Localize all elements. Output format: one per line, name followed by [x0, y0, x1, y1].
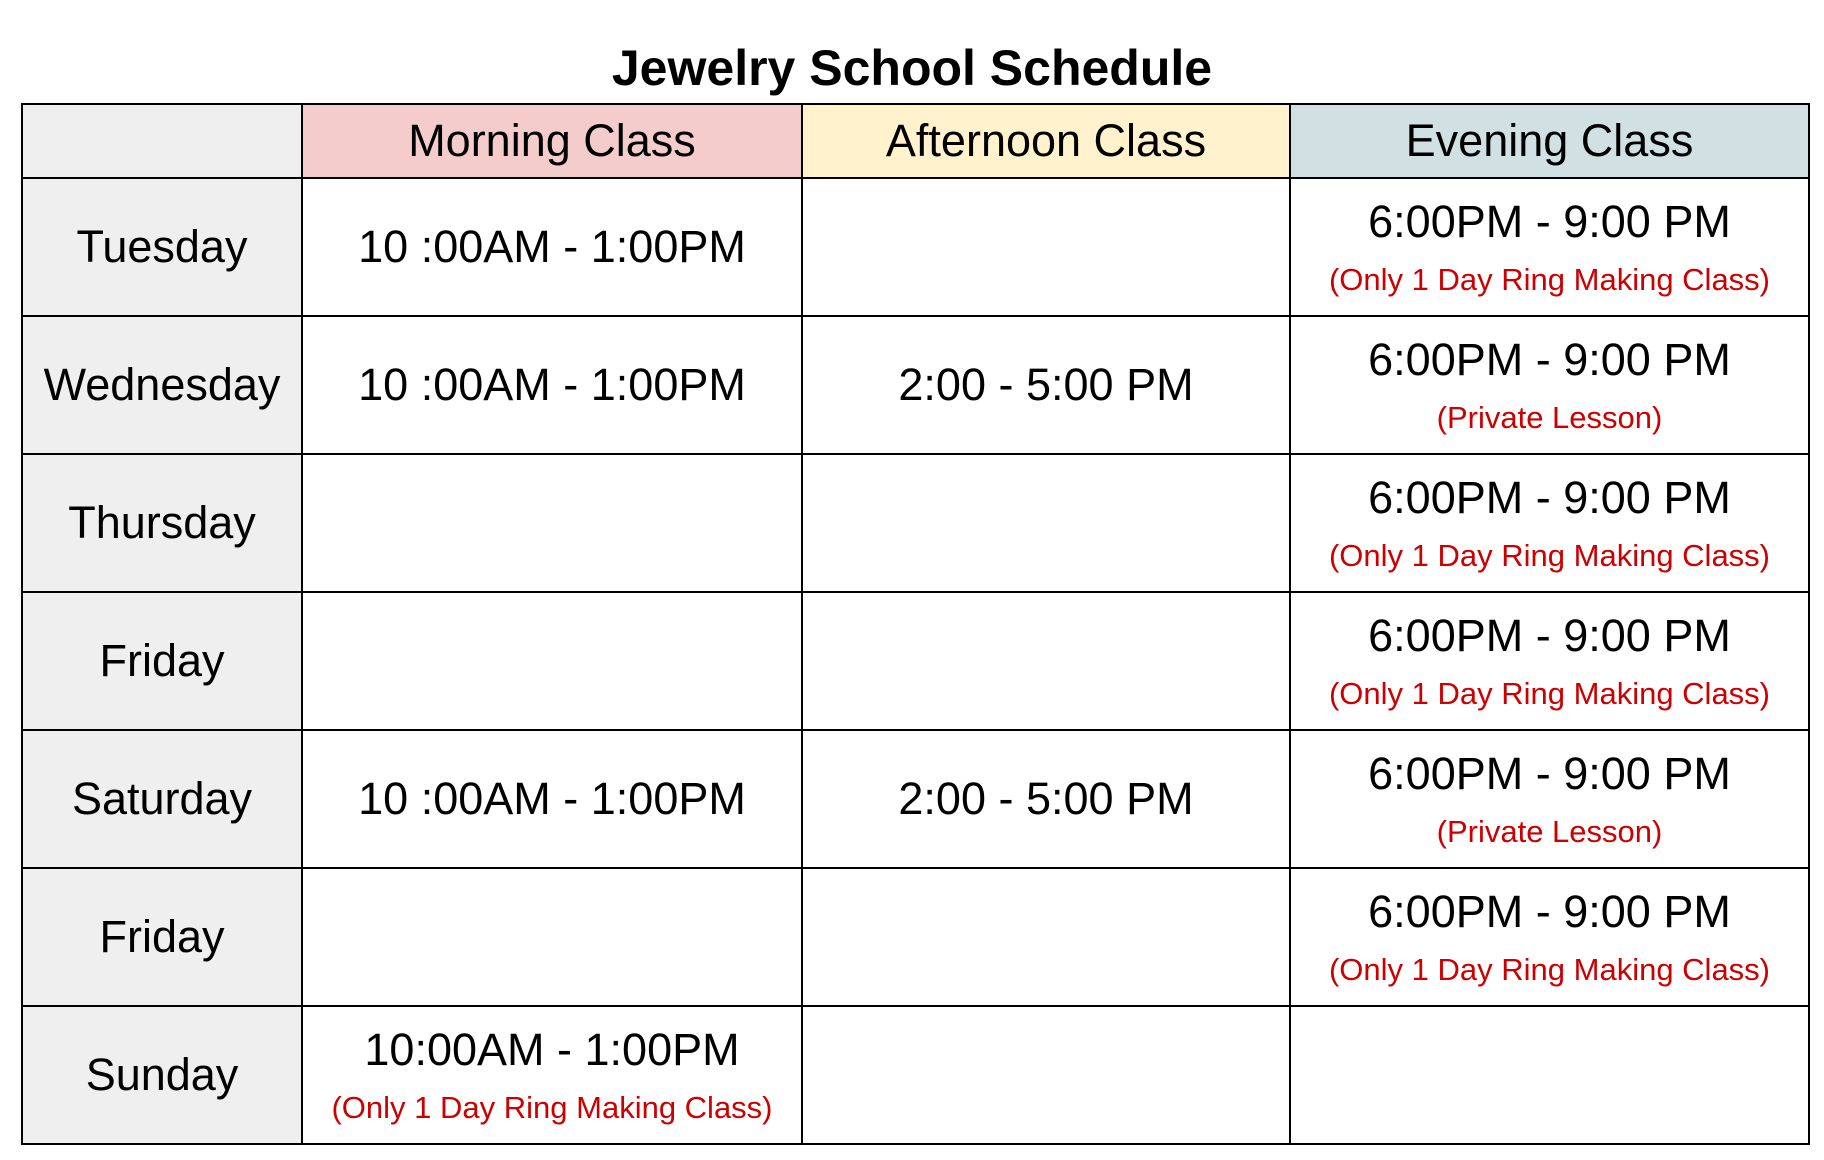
- table-row: [22, 454, 1809, 592]
- time-text: 10 :00AM - 1:00PM: [358, 773, 746, 824]
- time-text: 10 :00AM - 1:00PM: [358, 359, 746, 410]
- evening-cell: [1290, 178, 1809, 316]
- note-text: (Only 1 Day Ring Making Class): [1328, 952, 1771, 987]
- morning-cell: [302, 868, 802, 1006]
- time-text: 10 :00AM - 1:00PM: [358, 221, 746, 272]
- afternoon-cell: [802, 178, 1290, 316]
- time-text: 6:00PM - 9:00 PM: [1368, 886, 1731, 937]
- day-cell: Tuesday: [22, 178, 302, 316]
- header-evening-class: Evening Class: [1290, 104, 1809, 178]
- schedule-table: [21, 103, 1810, 1145]
- time-text: 6:00PM - 9:00 PM: [1368, 196, 1731, 247]
- afternoon-cell: [802, 592, 1290, 730]
- day-cell: Friday: [22, 868, 302, 1006]
- time-text: 6:00PM - 9:00 PM: [1368, 472, 1731, 523]
- time-text: 10:00AM - 1:00PM: [364, 1024, 740, 1075]
- evening-cell: [1290, 592, 1809, 730]
- time-text: 6:00PM - 9:00 PM: [1368, 748, 1731, 799]
- evening-cell: [1290, 868, 1809, 1006]
- table-row: [22, 868, 1809, 1006]
- morning-cell: [302, 592, 802, 730]
- header-afternoon-class: Afternoon Class: [802, 104, 1290, 178]
- table-row: [22, 1006, 1809, 1144]
- evening-cell: [1290, 454, 1809, 592]
- day-cell: Friday: [22, 592, 302, 730]
- afternoon-cell: [802, 1006, 1290, 1144]
- note-text: (Only 1 Day Ring Making Class): [1328, 538, 1771, 573]
- morning-cell: [302, 1006, 802, 1144]
- evening-cell: [1290, 730, 1809, 868]
- afternoon-cell: [802, 730, 1290, 868]
- day-cell: Sunday: [22, 1006, 302, 1144]
- morning-cell: [302, 316, 802, 454]
- morning-cell: [302, 178, 802, 316]
- day-cell: Saturday: [22, 730, 302, 868]
- afternoon-cell: [802, 316, 1290, 454]
- day-cell: Wednesday: [22, 316, 302, 454]
- page-title: Jewelry School Schedule: [611, 40, 1213, 96]
- note-text: (Only 1 Day Ring Making Class): [331, 1090, 773, 1125]
- morning-cell: [302, 730, 802, 868]
- note-text: (Only 1 Day Ring Making Class): [1328, 676, 1771, 711]
- table-row: [22, 178, 1809, 316]
- morning-cell: [302, 454, 802, 592]
- afternoon-cell: [802, 868, 1290, 1006]
- day-cell: Thursday: [22, 454, 302, 592]
- note-text: (Only 1 Day Ring Making Class): [1328, 262, 1771, 297]
- header-row: [22, 104, 1809, 178]
- evening-cell: [1290, 1006, 1809, 1144]
- note-text: (Private Lesson): [1436, 814, 1663, 849]
- table-row: [22, 730, 1809, 868]
- time-text: 2:00 - 5:00 PM: [898, 359, 1194, 410]
- table-row: [22, 592, 1809, 730]
- note-text: (Private Lesson): [1436, 400, 1663, 435]
- evening-cell: [1290, 316, 1809, 454]
- header-corner-cell: [22, 104, 302, 178]
- header-morning-class: Morning Class: [302, 104, 802, 178]
- time-text: 6:00PM - 9:00 PM: [1368, 334, 1731, 385]
- time-text: 2:00 - 5:00 PM: [898, 773, 1194, 824]
- afternoon-cell: [802, 454, 1290, 592]
- table-row: [22, 316, 1809, 454]
- time-text: 6:00PM - 9:00 PM: [1368, 610, 1731, 661]
